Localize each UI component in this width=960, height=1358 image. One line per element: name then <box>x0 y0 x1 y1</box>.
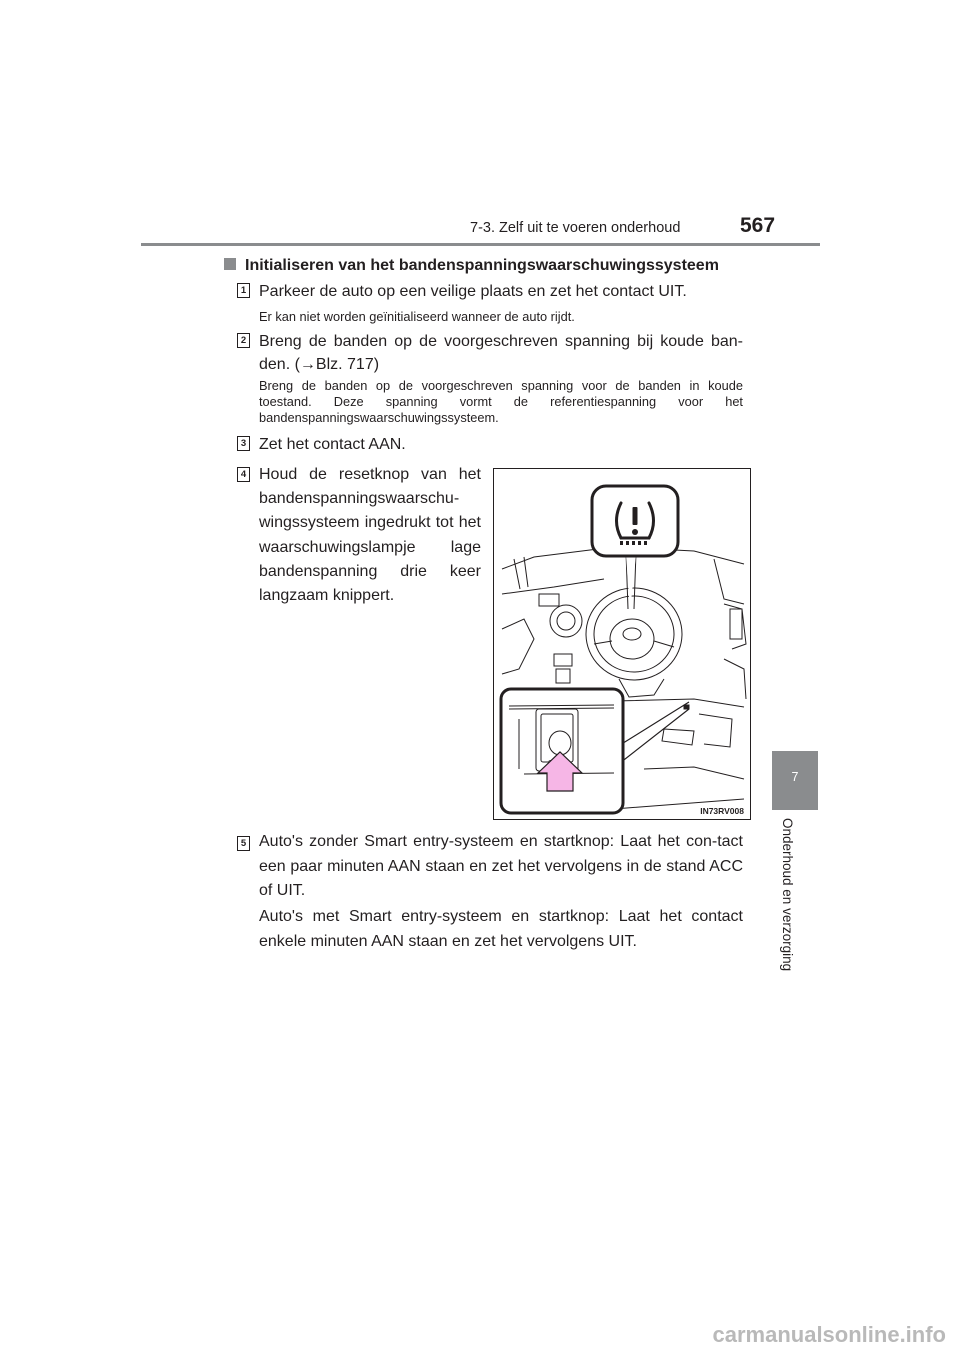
step-2-text: Breng de banden op de voorgeschreven spanning bij koude ban-den. (→Blz. 717) <box>259 333 743 373</box>
chapter-number: 7 <box>791 770 799 784</box>
step-5-text-2: Auto's met Smart entry-systeem en startknop: Laat het contact enkele minuten AAN staan en zet het vervolgens UIT. <box>259 908 743 950</box>
page-number: 567 <box>740 214 776 237</box>
section-title: 7-3. Zelf uit te voeren onderhoud <box>470 220 681 236</box>
step-3-text: Zet het contact AAN. <box>259 436 406 453</box>
step-number-1: 1 <box>237 283 250 298</box>
step-number-3: 3 <box>237 436 250 451</box>
step-number-5: 5 <box>237 836 250 851</box>
step-1-text: Parkeer de auto op een veilige plaats en zet het contact UIT. <box>259 283 687 300</box>
square-bullet-icon <box>224 258 236 270</box>
step-1-note: Er kan niet worden geïnitialiseerd wanneer de auto rijdt. <box>259 309 575 324</box>
step-number-4: 4 <box>237 467 250 482</box>
section-heading <box>224 257 719 275</box>
dashboard-drawing <box>494 469 750 819</box>
section-heading-text: Initialiseren van het bandenspanningswaarschuwingssysteem <box>245 257 719 274</box>
step-number-2: 2 <box>237 333 250 348</box>
illustration-code: IN73RV008 <box>700 806 744 816</box>
step-5-text: Auto's zonder Smart entry-systeem en startknop: Laat het con-tact een paar minuten AAN staan en zet het vervolgens in de stand ACC of UIT. <box>259 833 743 899</box>
step-2-note: Breng de banden op de voorgeschreven spanning voor de banden in koude toestand. Deze spanning vormt de referentiespanning voor het bandenspanningswaarschuwingssysteem. <box>259 378 743 425</box>
watermark-url: carmanualsonline.info <box>712 1322 946 1347</box>
header-divider <box>141 243 820 246</box>
step-4-text: Houd de resetknop van het bandenspanningswaarschu-wingssysteem ingedrukt tot het waarschuwingslampje lage bandenspanning drie keer langzaam knippert. <box>259 466 481 605</box>
dashboard-illustration <box>493 468 751 820</box>
chapter-label: Onderhoud en verzorging <box>780 818 795 972</box>
